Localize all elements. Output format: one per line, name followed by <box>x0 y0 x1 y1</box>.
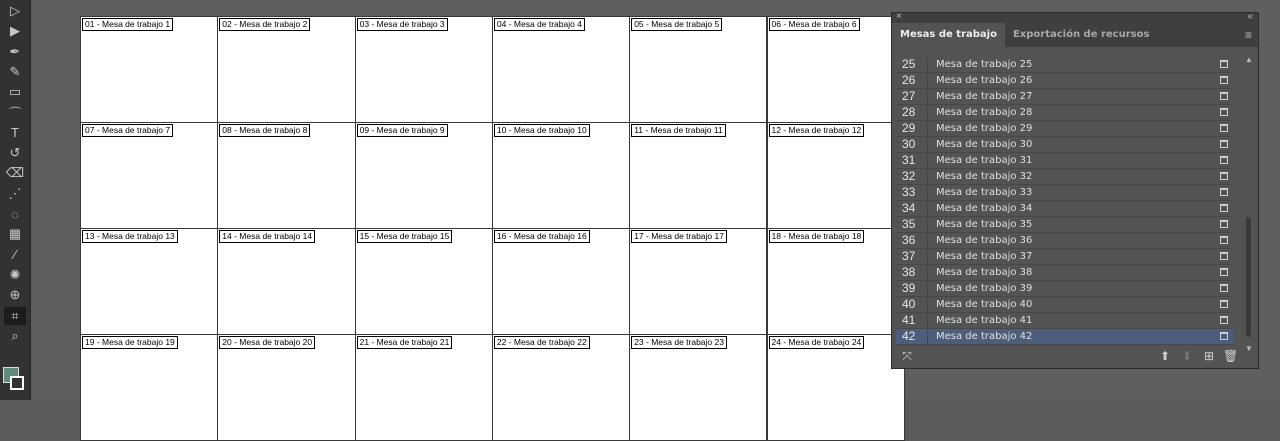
list-item[interactable] <box>896 281 1233 297</box>
artboard-options-icon[interactable] <box>1220 204 1228 212</box>
tab-asset-export[interactable]: Exportación de recursos <box>1012 29 1150 40</box>
list-item[interactable] <box>896 105 1233 121</box>
artboard-grid <box>80 16 904 406</box>
tab-artboards[interactable]: Mesas de trabajo <box>892 23 1005 47</box>
artboard[interactable] <box>217 334 355 441</box>
list-item[interactable] <box>896 217 1233 233</box>
selection-tool-icon[interactable]: ▷ <box>10 3 20 18</box>
direct-selection-tool-icon[interactable]: ▶ <box>10 23 20 39</box>
divider <box>927 265 928 281</box>
artboard-options-icon[interactable] <box>1220 188 1228 196</box>
artboard-options-icon[interactable] <box>1220 108 1228 116</box>
artboard-label: 19 - Mesa de trabajo 19 <box>82 336 178 349</box>
eyedropper-tool-icon[interactable]: ⁄ <box>13 247 17 263</box>
symbol-sprayer-tool-icon[interactable]: ✺ <box>9 266 21 282</box>
artboard-label: 02 - Mesa de trabajo 2 <box>219 18 310 31</box>
rectangle-tool-icon[interactable]: ▭ <box>8 84 22 100</box>
artboard-number: 36 <box>902 233 916 247</box>
scroll-up-arrow-icon[interactable]: ▲ <box>1245 55 1253 64</box>
list-item[interactable] <box>896 89 1233 105</box>
artboard-label: 13 - Mesa de trabajo 13 <box>82 230 178 243</box>
panel-tabs <box>892 23 1258 47</box>
artboard-options-icon[interactable] <box>1220 284 1228 292</box>
scroll-thumb[interactable] <box>1246 217 1251 337</box>
divider <box>927 297 928 313</box>
artboard-name[interactable]: Mesa de trabajo 27 <box>936 91 1033 102</box>
artboard[interactable] <box>217 16 355 123</box>
artboard-name[interactable]: Mesa de trabajo 29 <box>936 123 1033 134</box>
artboard-label: 12 - Mesa de trabajo 12 <box>769 124 865 137</box>
artboard-label: 15 - Mesa de trabajo 15 <box>357 230 453 243</box>
artboard-number: 40 <box>902 297 916 311</box>
artboard[interactable] <box>629 122 767 229</box>
artboard-list <box>896 57 1233 359</box>
move-down-icon[interactable]: ⬇ <box>1181 349 1193 363</box>
eraser-tool-icon[interactable]: ⌫ <box>5 165 25 181</box>
list-item[interactable] <box>896 185 1233 201</box>
tools-panel <box>0 0 31 400</box>
artboard-number: 42 <box>902 329 916 343</box>
artboard-label: 20 - Mesa de trabajo 20 <box>219 336 315 349</box>
artboard-label: 06 - Mesa de trabajo 6 <box>769 18 860 31</box>
divider <box>927 249 928 265</box>
divider <box>927 57 928 73</box>
artboard-name[interactable]: Mesa de trabajo 40 <box>936 299 1033 310</box>
divider <box>927 281 928 297</box>
artboard-name[interactable]: Mesa de trabajo 25 <box>936 59 1033 70</box>
artboard[interactable] <box>492 16 630 123</box>
artboard-name[interactable]: Mesa de trabajo 35 <box>936 219 1033 230</box>
divider <box>927 153 928 169</box>
artboard-number: 33 <box>902 185 916 199</box>
shape-builder-tool-icon[interactable]: ⊕ <box>9 287 21 303</box>
artboard-number: 25 <box>902 57 916 71</box>
stroke-swatch[interactable] <box>10 376 24 390</box>
artboard-label: 16 - Mesa de trabajo 16 <box>494 230 590 243</box>
artboard-name[interactable]: Mesa de trabajo 42 <box>936 331 1033 342</box>
artboard-number: 41 <box>902 313 916 327</box>
divider <box>927 121 928 137</box>
artboard-name[interactable]: Mesa de trabajo 34 <box>936 203 1033 214</box>
divider <box>927 329 928 345</box>
panel-close-icon[interactable]: × <box>896 11 902 22</box>
artboard-label: 22 - Mesa de trabajo 22 <box>494 336 590 349</box>
artboard-name[interactable]: Mesa de trabajo 33 <box>936 187 1033 198</box>
artboard-number: 26 <box>902 73 916 87</box>
artboard-number: 28 <box>902 105 916 119</box>
scroll-down-arrow-icon[interactable]: ▼ <box>1245 344 1253 353</box>
artboard-label: 17 - Mesa de trabajo 17 <box>631 230 727 243</box>
scrollbar[interactable] <box>1244 55 1254 353</box>
artboard[interactable] <box>355 122 493 229</box>
artboard[interactable] <box>767 122 905 229</box>
artboard-options-icon[interactable] <box>1220 300 1228 308</box>
artboard[interactable] <box>767 228 905 335</box>
artboard-number: 34 <box>902 201 916 215</box>
artboard-number: 37 <box>902 249 916 263</box>
list-item[interactable] <box>896 249 1233 265</box>
artboard-options-icon[interactable] <box>1220 172 1228 180</box>
divider <box>927 73 928 89</box>
curvature-tool-icon[interactable]: ✎ <box>9 63 21 79</box>
artboard-options-icon[interactable] <box>1220 316 1228 324</box>
artboard-number: 27 <box>902 89 916 103</box>
artboard-number: 39 <box>902 281 916 295</box>
artboard-label: 21 - Mesa de trabajo 21 <box>357 336 453 349</box>
artboard[interactable] <box>492 122 630 229</box>
list-item[interactable] <box>896 201 1233 217</box>
artboard-name[interactable]: Mesa de trabajo 30 <box>936 139 1033 150</box>
artboard-options-icon[interactable] <box>1220 60 1228 68</box>
artboard-label: 09 - Mesa de trabajo 9 <box>357 124 448 137</box>
artboard-label: 01 - Mesa de trabajo 1 <box>82 18 173 31</box>
artboard-label: 08 - Mesa de trabajo 8 <box>219 124 310 137</box>
pen-tool-icon[interactable]: ✒ <box>9 43 21 59</box>
artboard[interactable] <box>217 122 355 229</box>
panel-collapse-icon[interactable]: « <box>1247 11 1253 22</box>
type-tool-icon[interactable]: T <box>11 125 19 141</box>
new-artboard-icon[interactable]: ⊞ <box>1203 349 1215 363</box>
list-item[interactable] <box>896 137 1233 153</box>
panel-footer <box>892 346 1258 368</box>
artboard[interactable] <box>217 228 355 335</box>
artboard[interactable] <box>767 334 905 441</box>
artboard[interactable] <box>355 334 493 441</box>
rotate-tool-icon[interactable]: ↺ <box>9 145 21 161</box>
artboard[interactable] <box>629 16 767 123</box>
artboard-label: 07 - Mesa de trabajo 7 <box>82 124 173 137</box>
artboard-label: 05 - Mesa de trabajo 5 <box>631 18 722 31</box>
list-item[interactable] <box>896 265 1233 281</box>
divider <box>927 217 928 233</box>
list-item[interactable] <box>896 329 1233 345</box>
divider <box>927 89 928 105</box>
lasso-tool-icon[interactable]: ◌ <box>11 206 19 222</box>
gradient-tool-icon[interactable]: ▦ <box>8 226 22 242</box>
artboard[interactable] <box>767 16 905 123</box>
artboard-label: 11 - Mesa de trabajo 11 <box>631 124 726 137</box>
artboard-options-icon[interactable] <box>1220 252 1228 260</box>
artboard-label: 24 - Mesa de trabajo 24 <box>769 336 865 349</box>
delete-icon[interactable]: 🗑 <box>1223 349 1239 363</box>
list-item[interactable] <box>896 73 1233 89</box>
paintbrush-tool-icon[interactable]: ⌒ <box>8 106 22 121</box>
divider <box>927 137 928 153</box>
list-item[interactable] <box>896 169 1233 185</box>
artboard-options-icon[interactable] <box>1220 124 1228 132</box>
artboard-options-icon[interactable] <box>1220 76 1228 84</box>
artboard[interactable] <box>492 334 630 441</box>
artboard-name[interactable]: Mesa de trabajo 39 <box>936 283 1033 294</box>
artboard-name[interactable]: Mesa de trabajo 36 <box>936 235 1033 246</box>
artboard-name[interactable]: Mesa de trabajo 31 <box>936 155 1033 166</box>
artboard-number: 32 <box>902 169 916 183</box>
artboard[interactable] <box>492 228 630 335</box>
artboard-label: 04 - Mesa de trabajo 4 <box>494 18 585 31</box>
artboard-number: 29 <box>902 121 916 135</box>
artboard-number: 31 <box>902 153 916 167</box>
artboard-options-icon[interactable] <box>1220 332 1228 340</box>
artboard[interactable] <box>355 16 493 123</box>
artboard-label: 18 - Mesa de trabajo 18 <box>769 230 865 243</box>
list-item[interactable] <box>896 57 1233 73</box>
artboard-name[interactable]: Mesa de trabajo 38 <box>936 267 1033 278</box>
divider <box>927 233 928 249</box>
artboard-name[interactable]: Mesa de trabajo 26 <box>936 75 1033 86</box>
divider <box>927 169 928 185</box>
artboard[interactable] <box>80 16 218 123</box>
artboard[interactable] <box>80 334 218 441</box>
artboard-label: 14 - Mesa de trabajo 14 <box>219 230 315 243</box>
artboard-name[interactable]: Mesa de trabajo 28 <box>936 107 1033 118</box>
panel-menu-icon[interactable]: ≡ <box>1244 28 1252 42</box>
list-item[interactable] <box>896 297 1233 313</box>
divider <box>927 105 928 121</box>
shaper-tool-icon[interactable]: ⋰ <box>8 185 22 201</box>
artboard-options-icon[interactable] <box>1220 268 1228 276</box>
artboard-label: 23 - Mesa de trabajo 23 <box>631 336 727 349</box>
artboards-panel <box>891 12 1259 369</box>
artboard-number: 30 <box>902 137 916 151</box>
panel-titlebar <box>892 13 1258 23</box>
list-item[interactable] <box>896 121 1233 137</box>
artboard[interactable] <box>80 228 218 335</box>
artboard-label: 03 - Mesa de trabajo 3 <box>357 18 448 31</box>
divider <box>927 201 928 217</box>
artboard-name[interactable]: Mesa de trabajo 32 <box>936 171 1033 182</box>
artboard-options-icon[interactable] <box>1220 220 1228 228</box>
artboard-options-icon[interactable] <box>1220 92 1228 100</box>
artboard-label: 10 - Mesa de trabajo 10 <box>494 124 590 137</box>
divider <box>927 313 928 329</box>
artboard[interactable] <box>355 228 493 335</box>
artboard-options-icon[interactable] <box>1220 140 1228 148</box>
list-item[interactable] <box>896 313 1233 329</box>
artboard[interactable] <box>629 334 767 441</box>
artboard-number: 38 <box>902 265 916 279</box>
artboard[interactable] <box>629 228 767 335</box>
artboard-options-icon[interactable] <box>1220 236 1228 244</box>
artboard-number: 35 <box>902 217 916 231</box>
rearrange-icon[interactable]: ⤧ <box>902 349 912 363</box>
zoom-tool-icon[interactable]: ⌕ <box>11 327 19 343</box>
artboard-options-icon[interactable] <box>1220 156 1228 164</box>
artboard-tool-icon[interactable]: ⌗ <box>4 307 26 325</box>
artboard-name[interactable]: Mesa de trabajo 37 <box>936 251 1033 262</box>
divider <box>927 185 928 201</box>
list-item[interactable] <box>896 153 1233 169</box>
move-up-icon[interactable]: ⬆ <box>1159 349 1171 363</box>
artboard-name[interactable]: Mesa de trabajo 41 <box>936 315 1033 326</box>
artboard[interactable] <box>80 122 218 229</box>
list-item[interactable] <box>896 233 1233 249</box>
